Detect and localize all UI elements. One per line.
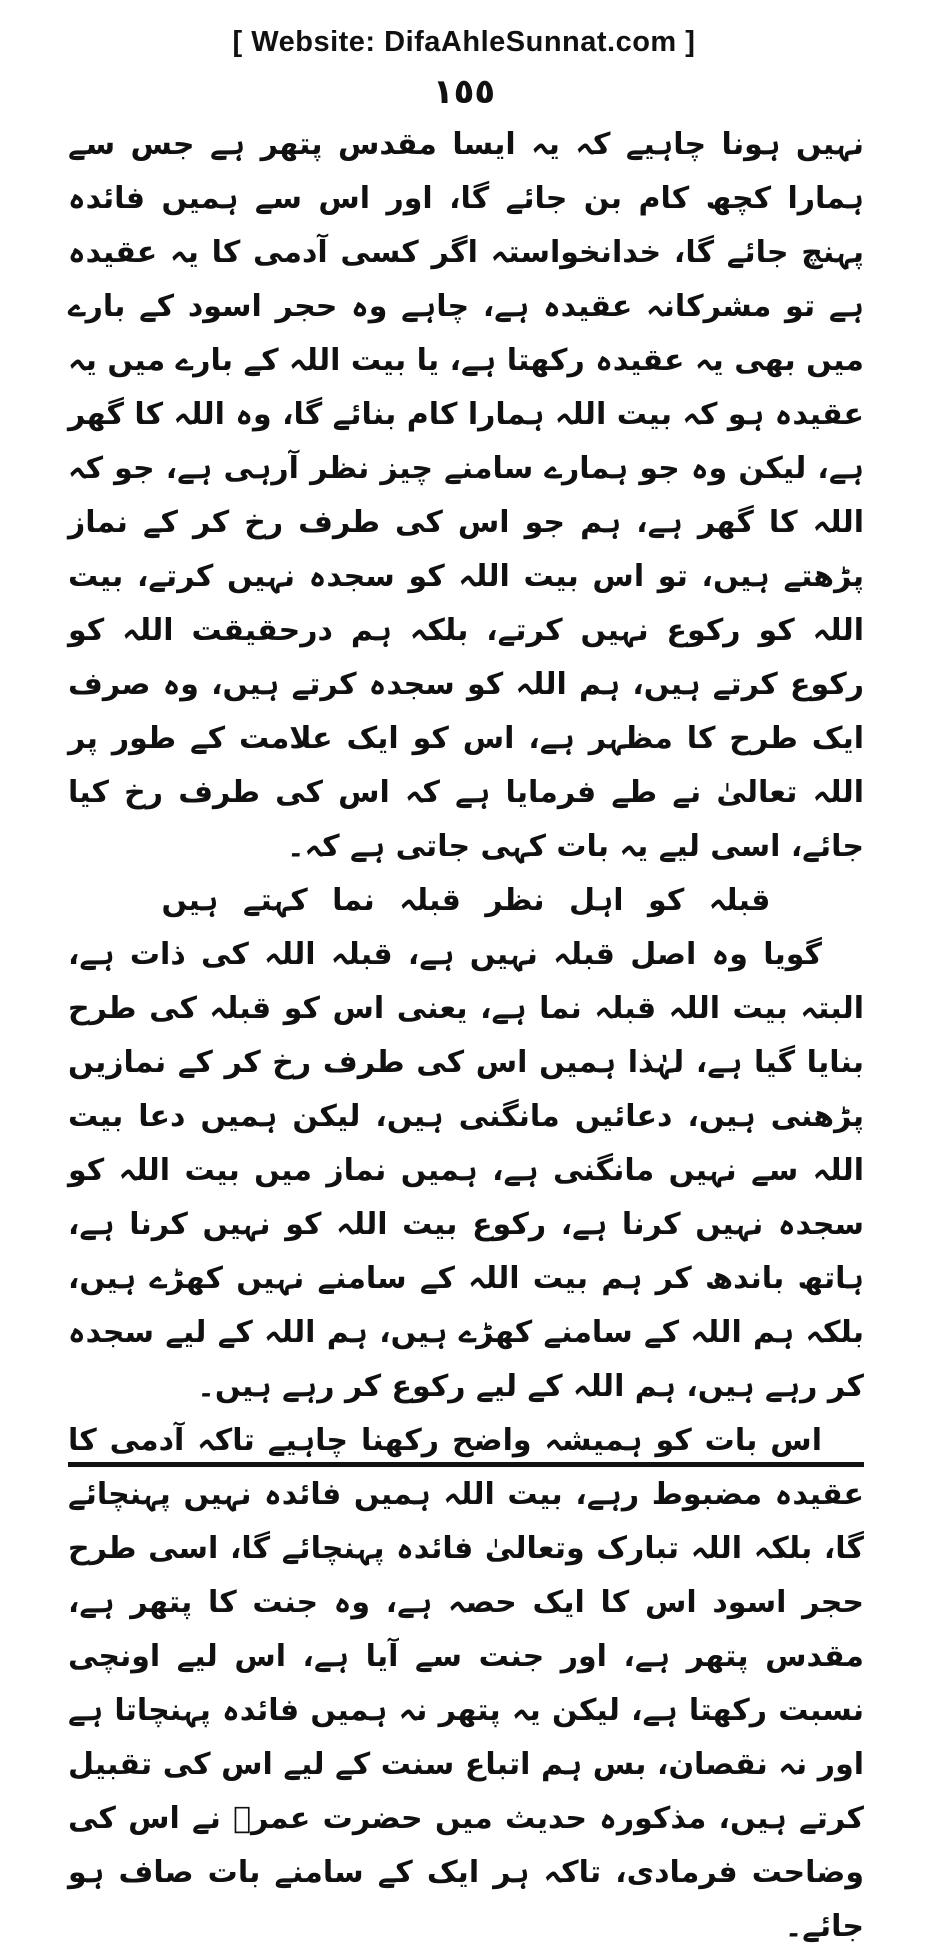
body-text <box>68 118 864 1954</box>
footer-rule <box>68 1462 864 1467</box>
paragraph: گویا وہ اصل قبلہ نہیں ہے، قبلہ اللہ کی ذات ہے، البتہ بیت اللہ قبلہ نما ہے، یعنی اس کو قبلہ کی طرح بنایا گیا ہے، لہٰذا ہمیں اس کی طرف رخ کر کے نمازیں پڑھنی ہیں، دعائیں مانگنی ہیں، لیکن ہمیں دعا بیت اللہ سے نہیں مانگنی ہے، ہمیں نماز میں بیت اللہ کو سجدہ نہیں کرنا ہے، رکوع بیت اللہ کو نہیں کرنا ہے، ہاتھ باندھ کر ہم بیت اللہ کے سامنے نہیں کھڑے ہیں، بلکہ ہم اللہ کے سامنے کھڑے ہیں، ہم اللہ کے لیے سجدہ کر رہے ہیں، ہم اللہ کے لیے رکوع کر رہے ہیں۔ <box>68 937 864 1404</box>
page-number: ١٥٥ <box>432 72 496 112</box>
section-heading: قبلہ کو اہل نظر قبلہ نما کہتے ہیں <box>161 883 771 918</box>
paragraph: اس بات کو ہمیشہ واضح رکھنا چاہیے تاکہ آدمی کا عقیدہ مضبوط رہے، بیت اللہ ہمیں فائدہ نہیں پہنچائے گا، بلکہ اللہ تبارک وتعالیٰ فائدہ پہنچائے گا، اسی طرح حجر اسود اس کا ایک حصہ ہے، وہ جنت کا پتھر ہے، مقدس پتھر ہے، اور جنت سے آیا ہے، اس لیے اونچی نسبت رکھتا ہے، لیکن یہ پتھر نہ ہمیں فائدہ پہنچاتا ہے اور نہ نقصان، بس ہم اتباع سنت کے لیے اس کی تقبیل کرتے ہیں، مذکورہ حدیث میں حضرت عمرؓ نے اس کی وضاحت فرمادی، تاکہ ہر ایک کے سامنے بات صاف ہو جائے۔ <box>68 1423 864 1944</box>
website-header: [ Website: DifaAhleSunnat.com ] <box>232 26 696 58</box>
paragraph: نہیں ہونا چاہیے کہ یہ ایسا مقدس پتھر ہے جس سے ہمارا کچھ کام بن جائے گا، اور اس سے ہمیں فائدہ پہنچ جائے گا، خدانخواستہ اگر کسی آدمی کا یہ عقیدہ ہے تو مشرکانہ عقیدہ ہے، چاہے وہ حجر اسود کے بارے میں بھی یہ عقیدہ رکھتا ہے، یا بیت اللہ کے بارے میں یہ عقیدہ ہو کہ بیت اللہ ہمارا کام بنائے گا، وہ اللہ کا گھر ہے، لیکن وہ جو ہمارے سامنے چیز نظر آرہی ہے، جو کہ اللہ کا گھر ہے، ہم جو اس کی طرف رخ کر کے نماز پڑھتے ہیں، تو اس بیت اللہ کو سجدہ نہیں کرتے، بیت اللہ کو رکوع نہیں کرتے، بلکہ ہم درحقیقت اللہ کو رکوع کرتے ہیں، ہم اللہ کو سجدہ کرتے ہیں، وہ صرف ایک طرح کا مظہر ہے، اس کو ایک علامت کے طور پر اللہ تعالیٰ نے طے فرمایا ہے کہ اس کی طرف رخ کیا جائے، اسی لیے یہ بات کہی جاتی ہے کہ۔ <box>68 127 864 864</box>
